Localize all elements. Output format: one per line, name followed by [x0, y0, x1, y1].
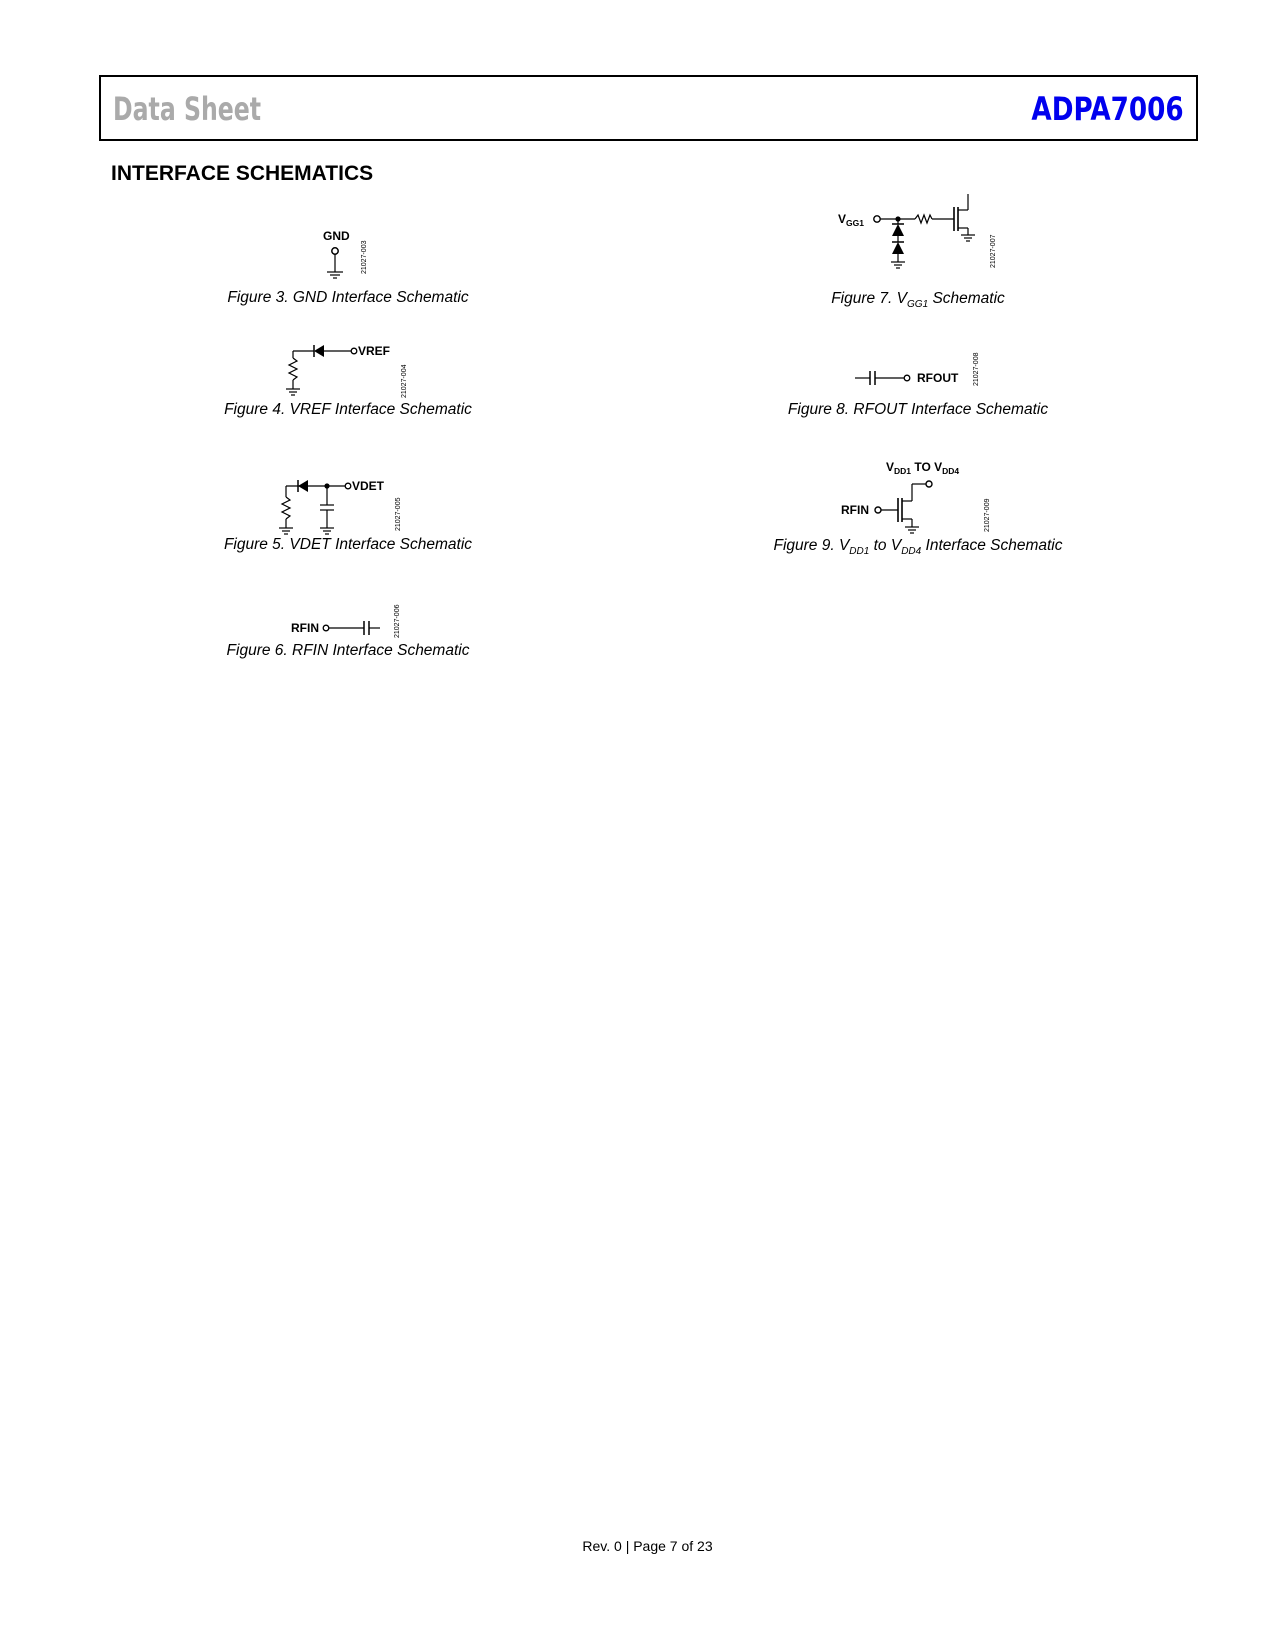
- fig7-caption: Figure 7. $V_{GG1}$ Schematic: [831, 290, 1005, 311]
- fig8-code: 21027-008: [973, 352, 980, 386]
- fig3-schematic: [300, 228, 380, 284]
- fig6-code: 21027-006: [394, 604, 401, 638]
- fig7-schematic: [836, 190, 1006, 280]
- fig6-schematic: [288, 598, 408, 644]
- fig8-pin-label: RFOUT: [917, 371, 959, 385]
- page-header: [99, 75, 1198, 141]
- fig8-schematic: [852, 346, 992, 388]
- header-part-number: ADPA7006: [1031, 90, 1184, 128]
- fig4-caption: Figure 4. VREF Interface Schematic: [224, 401, 472, 418]
- fig9-input-label: RFIN: [841, 503, 869, 517]
- fig3-pin-label: GND: [323, 229, 350, 243]
- fig4-pin-label: VREF: [358, 344, 391, 358]
- fig4-code: 21027-004: [401, 364, 408, 398]
- fig9-caption: Figure 9. $V_{DD1}$ to $V_{DD4}$ Interface Schematic: [773, 537, 1063, 558]
- fig6-caption: Figure 6. RFIN Interface Schematic: [226, 642, 470, 659]
- fig5-code: 21027-005: [395, 497, 402, 531]
- page-footer: Rev. 0 | Page 7 of 23: [582, 1538, 713, 1554]
- fig9-top-label: $V_{DD1}$ TO $V_{DD4}$: [886, 460, 960, 476]
- fig7-code: 21027-007: [990, 234, 997, 268]
- section-title: INTERFACE SCHEMATICS: [111, 162, 374, 185]
- fig6-pin-label: RFIN: [291, 621, 319, 635]
- fig5-schematic: [274, 475, 424, 539]
- fig3-caption: Figure 3. GND Interface Schematic: [227, 289, 469, 306]
- fig8-caption: Figure 8. RFOUT Interface Schematic: [787, 401, 1049, 418]
- fig5-pin-label: VDET: [352, 479, 385, 493]
- header-doc-type: Data Sheet: [113, 90, 262, 128]
- fig7-pin-label: $V_{GG1}$: [838, 212, 864, 228]
- fig4-schematic: [280, 340, 420, 400]
- fig5-caption: Figure 5. VDET Interface Schematic: [223, 536, 473, 553]
- fig3-code: 21027-003: [361, 240, 368, 274]
- fig9-schematic: [838, 458, 1008, 542]
- fig9-code: 21027-009: [984, 498, 991, 532]
